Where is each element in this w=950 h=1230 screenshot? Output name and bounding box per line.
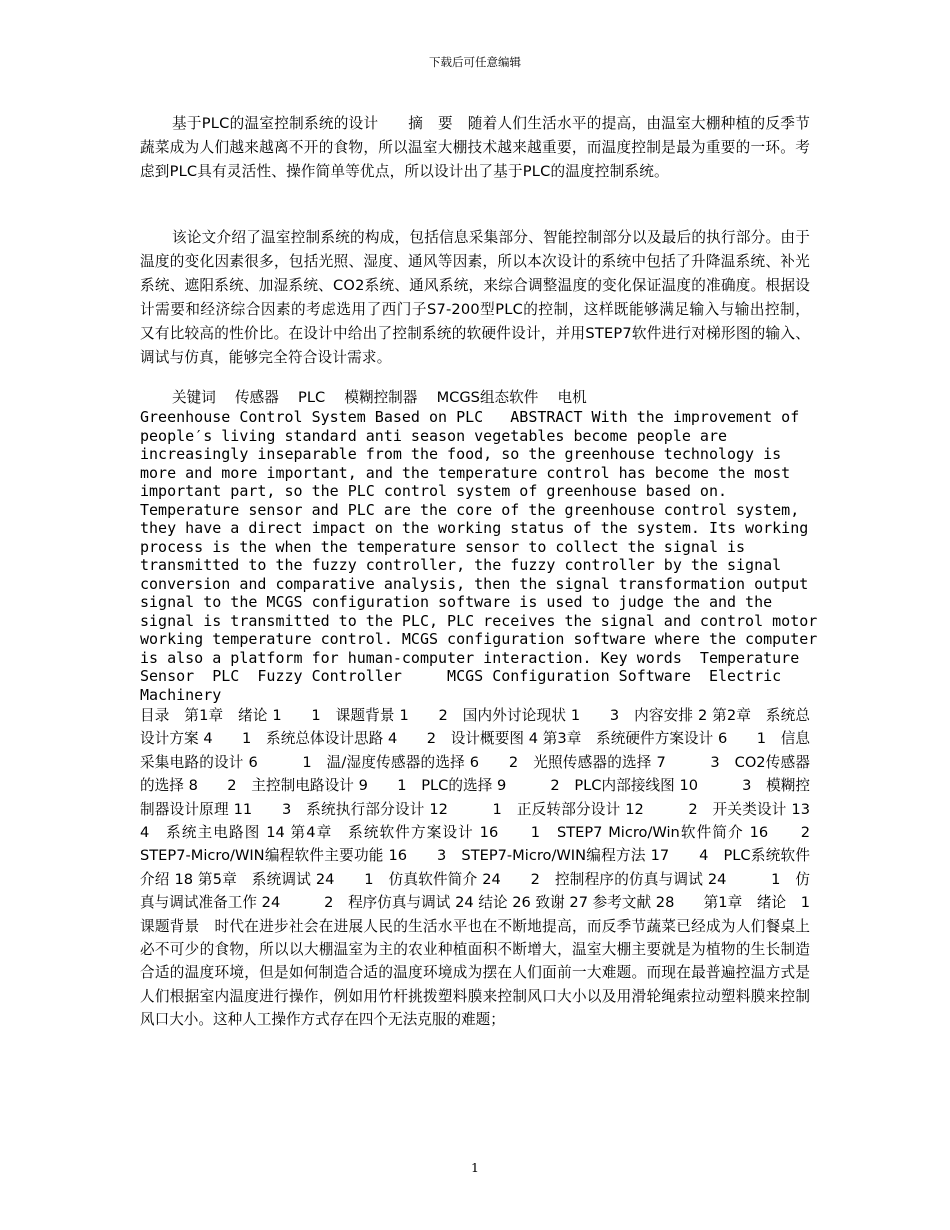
page-number: 1: [471, 1160, 479, 1175]
page-header: 下载后可任意编辑: [429, 55, 521, 69]
document-body: [140, 112, 840, 1032]
table-of-contents: 目录 第1章 绪论 1 1 课题背景 1 2 国内外讨论现状 1 3 内容安排 2 第2章 系统总设计方案 4 1 系统总体设计思路 4 2 设计概要图 4 第3章 系统硬件方案设计 6 1 信息采集电路的设计 6 1 温/湿度传感器的选择 6 2 光照传感器的选择 7 3 CO2传感器的选择 8 2 主控制电路设计 9 1 PLC的选择 9 2 PLC内部接线图 10 3 模糊控制器设计原理 11 3 系统执行部分设计 12 1 正反转部分设计 12 2 开关类设计 13 4 系统主电路图 14 第4章 系统软件方案设计 16 1 STEP7 Micro/Win软件简介 16 2 STEP7-Micro/WIN编程软件主要功能 16 3 STEP7-Micro/WIN编程方法 17 4 PLC系统软件介绍 18 第5章 系统调试 24 1 仿真软件简介 24 2 控制程序的仿真与调试 24 1 仿真与调试准备工作 24 2 程序仿真与调试 24 结论 26 致谢 27 参考文献 28 第1章 绪论 1 课题背景 时代在进步社会在进展人民的生活水平也在不断地提高，而反季节蔬菜已经成为人们餐桌上必不可少的食物，所以以大棚温室为主的农业种植面积不断增大，温室大棚主要就是为植物的生长制造合适的温度环境，但是如何制造合适的温度环境成为摆在人们面前一大难题。而现在最普遍控温方式是人们根据室内温度进行操作，例如用竹杆挑拨塑料膜来控制风口大小以及用滑轮绳索拉动塑料膜来控制风口大小。这种人工操作方式存在四个无法克服的难题；: [140, 707, 840, 1029]
introduction-paragraph-cn: 该论文介绍了温室控制系统的构成，包括信息采集部分、智能控制部分以及最后的执行部分。由于温度的变化因素很多，包括光照、湿度、通风等因素，所以本次设计的系统中包括了升降温系统、补光系统、遮阳系统、加湿系统、CO2系统、通风系统，来综合调整温度的变化保证温度的准确度。根据设计需要和经济综合因素的考虑选用了西门子S7-200型PLC的控制，这样既能够满足输入与输出控制，又有比较高的性价比。在设计中给出了控制系统的软硬件设计，并用STEP7软件进行对梯形图的输入、调试与仿真，能够完全符合设计需求。: [140, 229, 810, 366]
keywords-cn: 关键词 传感器 PLC 模糊控制器 MCGS组态软件 电机: [172, 389, 587, 406]
abstract-paragraph-cn: 基于PLC的温室控制系统的设计 摘 要 随着人们生活水平的提高，由温室大棚种植的反季节蔬菜成为人们越来越离不开的食物，所以温室大棚技术越来越重要，而温度控制是最为重要的一环。考虑到PLC具有灵活性、操作简单等优点，所以设计出了基于PLC的温度控制系统。: [140, 115, 810, 180]
abstract-english: Greenhouse Control System Based on PLC ABSTRACT With the improvement of people′s living standard anti season vegetables become people are increasingly inseparable from the food, so the greenhouse technology is more and more important, and the temperature control has become the most important part, so the PLC control system of greenhouse based on. Temperature sensor and PLC are the core of the greenhouse control system, they have a direct impact on the working status of the system. Its working process is the when the temperature sensor to collect the signal is transmitted to the fuzzy controller, the fuzzy controller by the signal conversion and comparative analysis, then the signal transformation output signal to the MCGS configuration software is used to judge the and the signal is transmitted to the PLC, PLC receives the signal and control motor working temperature control. MCGS configuration software where the computer is also a platform for human-computer interaction. Key words Temperature Sensor PLC Fuzzy Controller MCGS Configuration Software Electric Machinery: [140, 408, 827, 704]
